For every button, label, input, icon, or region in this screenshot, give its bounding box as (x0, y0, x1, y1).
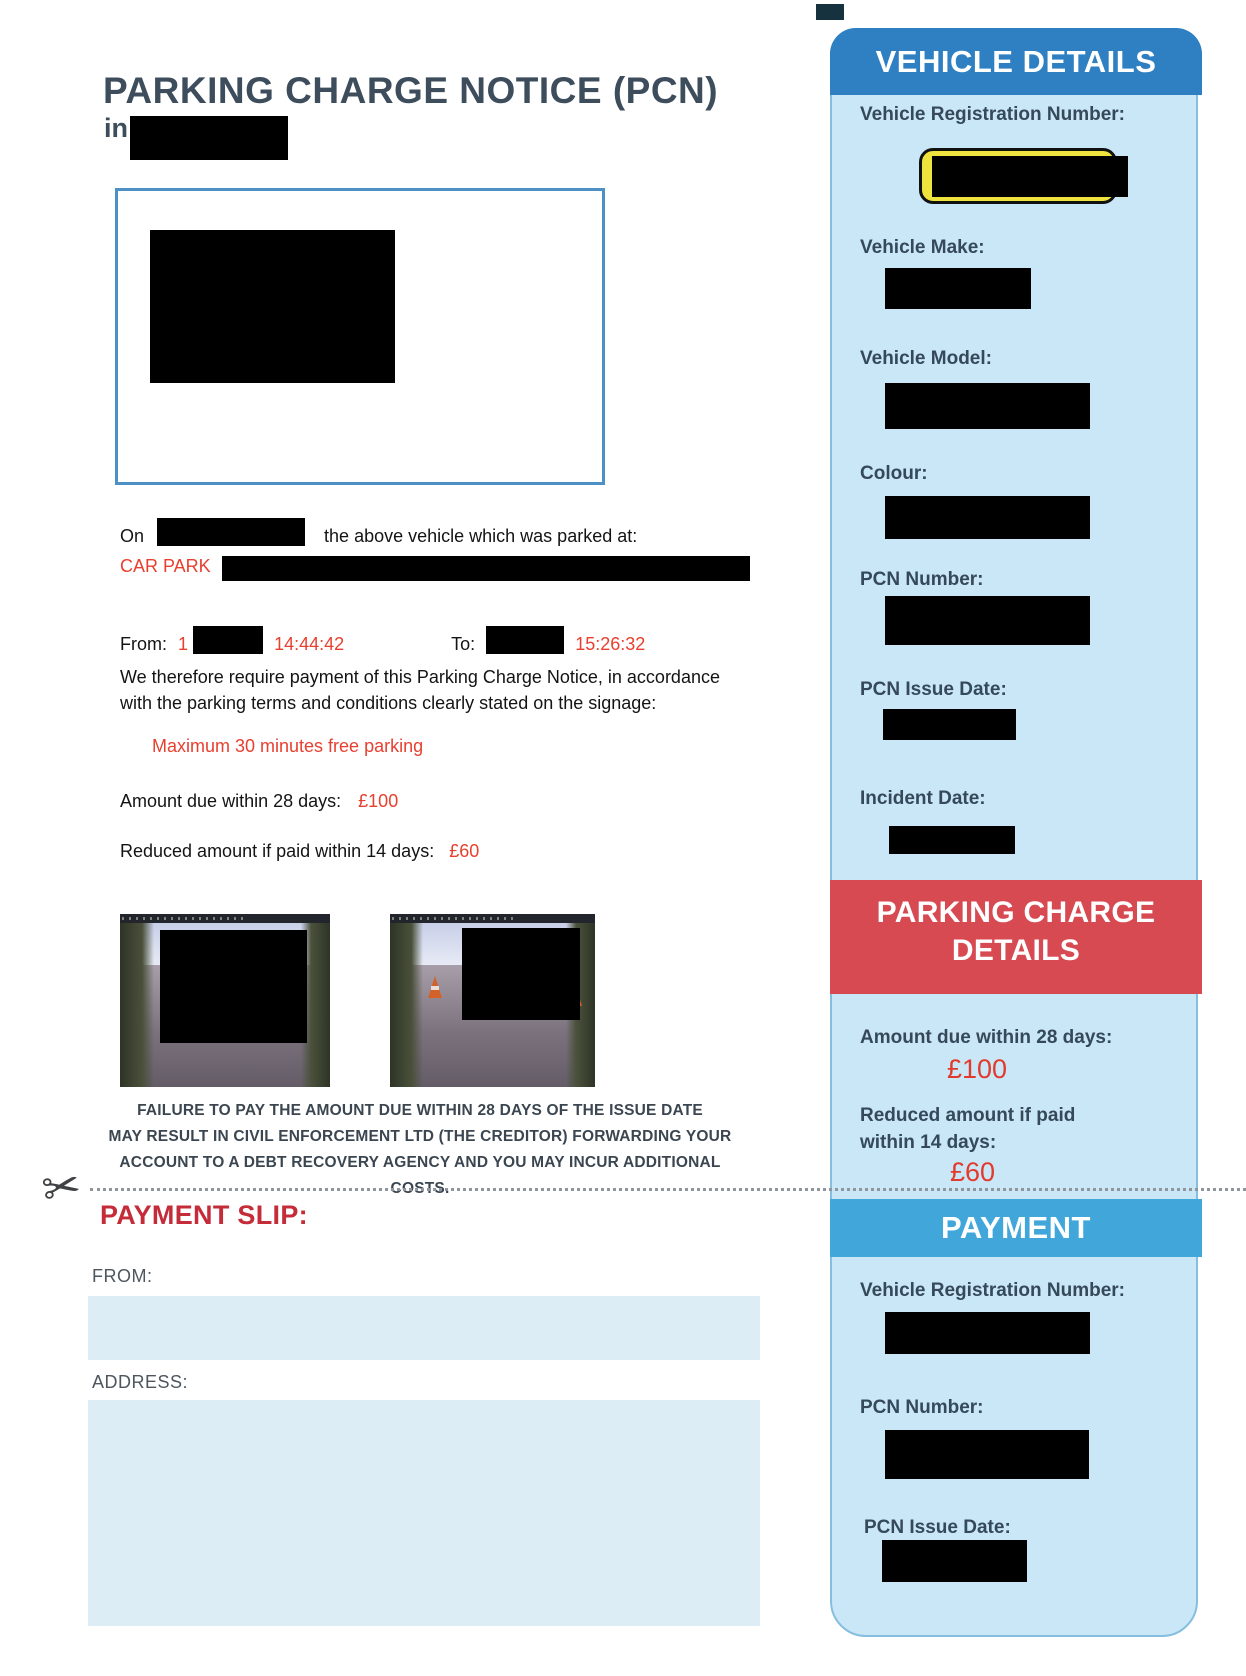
photo-hedge-left (390, 923, 423, 1087)
require-payment-paragraph (120, 664, 768, 716)
redacted-vehicle-make (885, 268, 1031, 309)
require-line-2: with the parking terms and conditions clearly stated on the signage: (120, 693, 657, 713)
reduced-amount-value: £60 (449, 841, 480, 861)
redacted-from-date (193, 626, 263, 654)
redacted-incident-date-value (889, 826, 1015, 854)
payment-reg-label: Vehicle Registration Number: (860, 1280, 1126, 1301)
slip-address-field[interactable] (88, 1400, 760, 1626)
vehicle-details-header: VEHICLE DETAILS (830, 28, 1202, 95)
reduced-amount-label: Reduced amount if paid within 14 days: (120, 841, 435, 861)
sb-reduced-label-2: within 14 days: (860, 1132, 997, 1153)
sb-amount-due-label: Amount due within 28 days: (860, 1027, 1113, 1048)
vehicle-make-label: Vehicle Make: (860, 237, 985, 258)
period-line (120, 622, 645, 655)
warning-line-3: ACCOUNT TO A DEBT RECOVERY AGENCY AND YOU MAY INCUR ADDITIONAL COSTS. (119, 1154, 721, 1197)
vehicle-model-label: Vehicle Model: (860, 348, 992, 369)
pcn-issue-date-label: PCN Issue Date: (860, 679, 1007, 700)
redacted-car-park-address (222, 556, 750, 581)
redacted-vehicle-photo-1 (160, 930, 307, 1043)
reg-number-label: Vehicle Registration Number: (860, 104, 1126, 125)
amount-due-label: Amount due within 28 days: (120, 791, 342, 811)
failure-warning-text (95, 1098, 745, 1202)
sb-amount-due-value: £100 (947, 1054, 1008, 1084)
redacted-pcn-number (885, 596, 1090, 645)
redacted-pcn-issue-date (883, 709, 1016, 740)
payment-header: PAYMENT (830, 1199, 1202, 1257)
sb-reduced-value: £60 (950, 1157, 996, 1187)
redacted-payment-reg (885, 1312, 1090, 1354)
require-line-1: We therefore require payment of this Parking Charge Notice, in accordance (120, 667, 720, 687)
cut-dotted-line (90, 1188, 1246, 1191)
to-label: To: (451, 634, 476, 654)
charge-header-line-2: DETAILS (951, 934, 1081, 967)
warning-line-2: MAY RESULT IN CIVIL ENFORCEMENT LTD (THE CREDITOR) FORWARDING YOUR (108, 1128, 732, 1145)
reduced-amount-line (120, 841, 479, 862)
photo-hedge-left (120, 923, 154, 1087)
payment-pcn-number-label: PCN Number: (860, 1397, 984, 1418)
redacted-payment-pcn-issue-date (882, 1540, 1027, 1582)
traffic-cone-icon (428, 976, 442, 998)
slip-from-label: FROM: (92, 1266, 153, 1286)
redacted-colour (885, 496, 1090, 539)
to-time: 15:26:32 (575, 634, 646, 654)
sb-reduced-label-1: Reduced amount if paid (860, 1105, 1076, 1126)
scissors-icon: ✂ (37, 1158, 85, 1216)
slip-from-field[interactable] (88, 1296, 760, 1360)
amount-due-line (120, 791, 398, 812)
car-park-label: CAR PARK (120, 556, 211, 576)
slip-address-label: ADDRESS: (92, 1372, 189, 1392)
redacted-location-name (130, 116, 288, 160)
recipient-address-box (115, 188, 605, 485)
redacted-vehicle-model (885, 383, 1090, 429)
page-title: PARKING CHARGE NOTICE (PCN) (103, 70, 719, 111)
incident-date-label: Incident Date: (860, 788, 986, 809)
colour-label: Colour: (860, 463, 928, 484)
payment-pcn-issue-date-label: PCN Issue Date: (864, 1517, 1011, 1538)
redaction-mark (816, 4, 844, 20)
evidence-photo-1 (120, 914, 330, 1087)
pcn-number-label: PCN Number: (860, 569, 984, 590)
redacted-recipient-address (150, 230, 395, 383)
photo-timestamp-bar (390, 914, 595, 923)
payment-slip-title: PAYMENT SLIP: (100, 1200, 308, 1230)
from-date-visible: 1 (178, 634, 189, 654)
redacted-reg-number (932, 156, 1128, 197)
warning-line-1: FAILURE TO PAY THE AMOUNT DUE WITHIN 28 DAYS OF THE ISSUE DATE (137, 1102, 703, 1119)
parked-at-line (120, 514, 637, 547)
from-label: From: (120, 634, 167, 654)
redacted-vehicle-photo-2 (462, 928, 580, 1020)
parking-charge-details-header (830, 880, 1202, 994)
photo-timestamp-bar (120, 914, 330, 923)
evidence-photo-2 (390, 914, 595, 1087)
page-subtitle-in: in (104, 113, 128, 143)
from-time: 14:44:42 (274, 634, 345, 654)
signage-condition: Maximum 30 minutes free parking (152, 736, 424, 756)
on-label: On (120, 526, 145, 546)
redacted-incident-date (157, 518, 305, 546)
redacted-to-date (486, 626, 564, 654)
amount-due-value: £100 (358, 791, 399, 811)
charge-header-line-1: PARKING CHARGE (876, 896, 1156, 929)
redacted-payment-pcn-number (885, 1430, 1089, 1479)
parked-at-text: the above vehicle which was parked at: (324, 526, 638, 546)
details-sidebar (830, 28, 1198, 1637)
